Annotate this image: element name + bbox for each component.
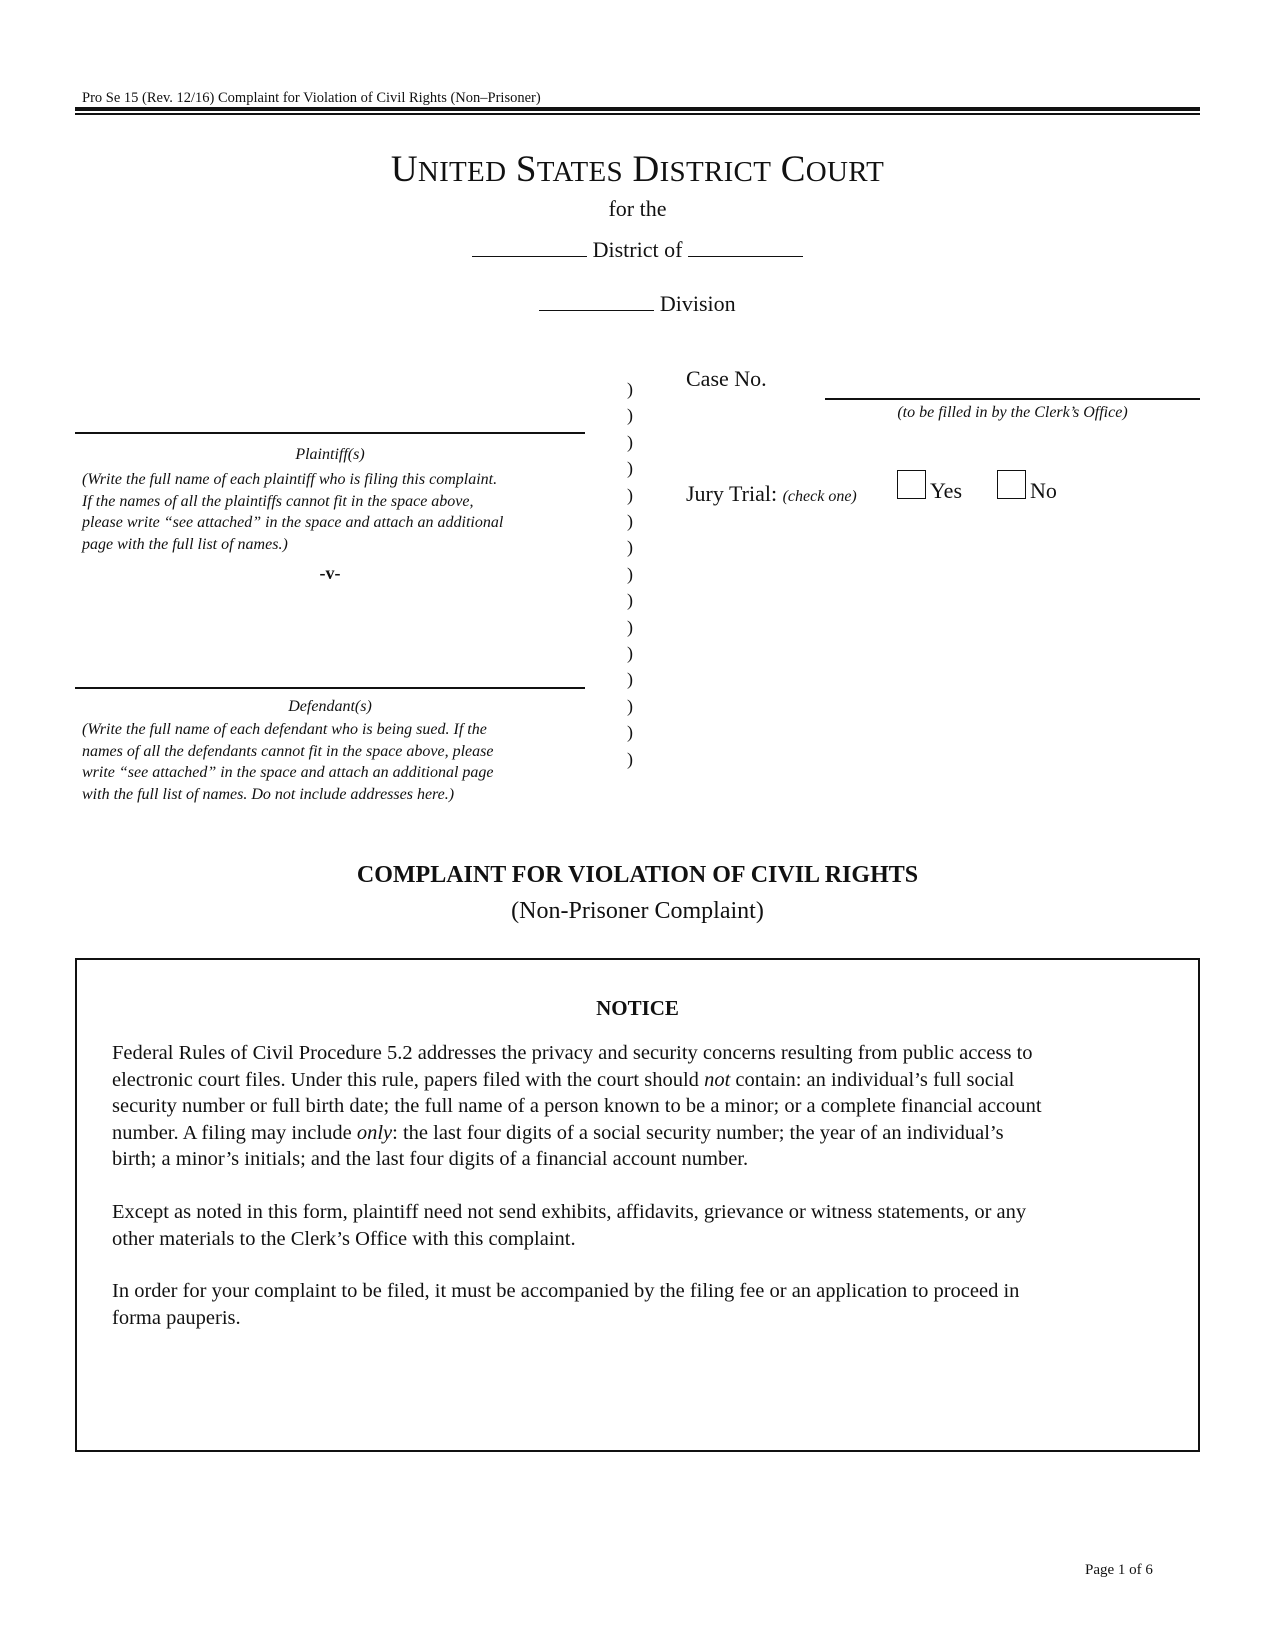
jury-no-label: No [1030,478,1057,503]
page-number: Page 1 of 6 [1085,1562,1153,1578]
division-blank[interactable] [539,292,654,311]
form-identifier: Pro Se 15 (Rev. 12/16) Complaint for Violation of Civil Rights (Non–Prisoner) [82,90,541,106]
notice-heading: NOTICE [596,996,679,1020]
case-number-label: Case No. [686,366,767,391]
division-label: Division [659,291,736,316]
district-blank-left[interactable] [472,238,587,257]
district-line [0,237,1275,263]
jury-yes-label: Yes [930,478,963,503]
defendants-label: Defendant(s) [288,698,372,715]
jury-trial-row [686,481,857,507]
court-title: UNITED STATES DISTRICT COURT [390,149,885,190]
jury-trial-label: Jury Trial: [686,481,778,506]
notice-paragraph-exhibits: Except as noted in this form, plaintiff need not send exhibits, affidavits, grievance or witness statements, or any other materials to the Clerk’s Office with this complaint. [112,1201,1027,1250]
defendants-name-line[interactable] [75,687,585,689]
for-the-text: for the [608,196,667,221]
header-rule-thin [75,113,1200,115]
versus-label: -v- [319,563,341,583]
case-number-field[interactable] [825,398,1200,400]
clerk-note: (to be filled in by the Clerk’s Office) [897,404,1128,421]
caption-parenthesis-column: ) ) ) ) ) ) ) ) ) ) ) ) ) ) ) [627,379,633,769]
jury-no-checkbox[interactable] [997,470,1026,499]
district-of-label: District of [592,237,683,262]
division-line [0,291,1275,317]
complaint-title: COMPLAINT FOR VIOLATION OF CIVIL RIGHTS [356,862,919,888]
notice-paragraph-filing-fee: In order for your complaint to be filed, it must be accompanied by the filing fee or an application to proceed in forma pauperis. [112,1280,1020,1329]
check-one-hint: (check one) [782,488,857,505]
plaintiffs-instructions: (Write the full name of each plaintiff who is filing this complaint. If the names of all the plaintiffs cannot fit in the space above, please write “see attached” in the space and attach an additional page with the full list of names.) [82,471,504,553]
header-rule-thick [75,107,1200,111]
district-blank-right[interactable] [688,238,803,257]
plaintiffs-label: Plaintiff(s) [295,446,365,463]
defendants-instructions: (Write the full name of each defendant who is being sued. If the names of all the defendants cannot fit in the space above, please write “see attached” in the space and attach an additional page with the full list of names. Do not include addresses here.) [82,721,494,803]
jury-yes-checkbox[interactable] [897,470,926,499]
notice-paragraph-privacy: Federal Rules of Civil Procedure 5.2 addresses the privacy and security concerns resulting from public access to electronic court files. Under this rule, papers filed with the court should not contain: an individual’s full social security number or full birth date; the full name of a person known to be a minor; or a complete financial account number. A filing may include only: the last four digits of a social security number; the year of an individual’s birth; a minor’s initials; and the last four digits of a financial account number. [112,1042,1042,1171]
plaintiffs-name-line[interactable] [75,432,585,434]
complaint-subtitle: (Non-Prisoner Complaint) [511,898,764,924]
